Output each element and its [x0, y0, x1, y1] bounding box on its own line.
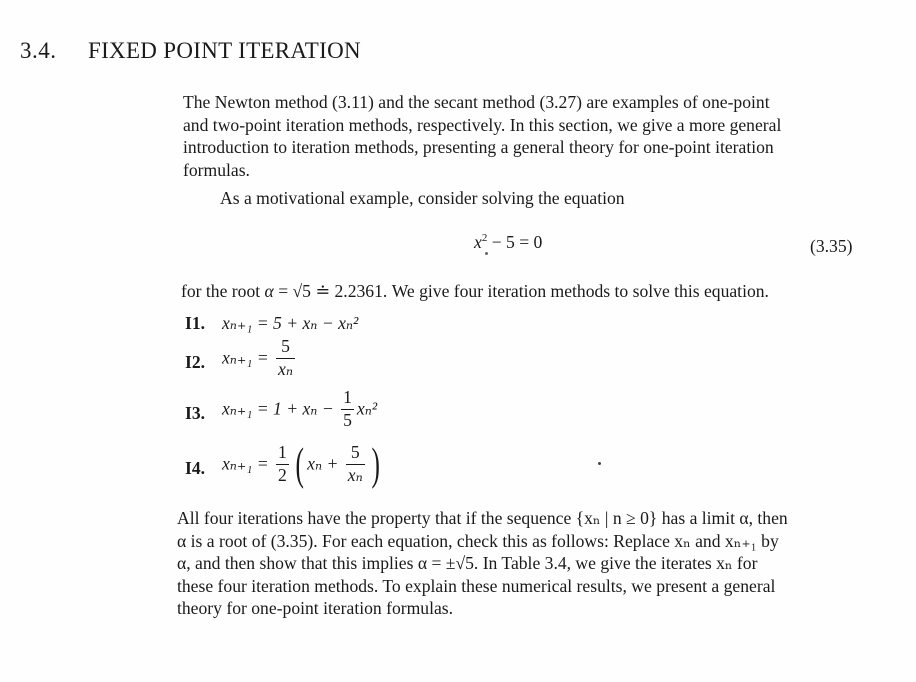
intro-line: and two-point iteration methods, respectively. In this section, we give a more general	[183, 114, 782, 135]
intro-line: introduction to iteration methods, presenting a general theory for one-point iteration	[183, 137, 774, 157]
root-value: = √5 ≐ 2.2361.	[273, 281, 392, 301]
equation-exponent: 2	[481, 232, 488, 245]
alpha-symbol: α	[264, 281, 274, 301]
conclusion-line: α, and then show that this implies α = ±√5. In Table 3.4, we give the iterates xₙ for	[177, 553, 758, 573]
conclusion-line: All four iterations have the property that if the sequence {xₙ | n ≥ 0} has a limit α, then	[177, 508, 788, 528]
fraction-denominator: xₙ	[347, 464, 363, 485]
section-title: FIXED POINT ITERATION	[88, 38, 361, 63]
print-speck	[485, 252, 488, 255]
right-paren: )	[371, 438, 380, 489]
main-equation	[474, 232, 542, 253]
formula-lhs: xₙ₊₁ =	[222, 347, 269, 368]
conclusion-line: these four iteration methods. To explain these numerical results, we present a general	[177, 575, 776, 596]
fraction-denominator: 5	[343, 409, 352, 430]
root-prefix: for the root	[181, 281, 265, 301]
conclusion-line: α is a root of (3.35). For each equation, check this as follows: Replace xₙ and xₙ₊₁ by	[177, 530, 779, 551]
iteration-formula-i2	[222, 338, 298, 378]
conclusion-line: theory for one-point iteration formulas.	[177, 598, 454, 618]
iteration-formula-i4	[222, 438, 383, 489]
root-suffix: We give four iteration methods to solve this equation.	[391, 281, 769, 301]
formula-lhs: xₙ₊₁ =	[222, 453, 269, 474]
formula-tail: xₙ²	[356, 398, 378, 419]
fraction-numerator: 5	[346, 444, 365, 465]
fraction-numerator: 1	[341, 389, 354, 410]
equation-number: (3.35)	[810, 236, 853, 256]
fraction	[276, 338, 295, 378]
equation-variable: x	[474, 232, 482, 252]
iteration-label-i1: I1.	[185, 313, 206, 333]
formula-lhs: xₙ₊₁ = 1 + xₙ −	[222, 398, 334, 419]
fraction	[341, 389, 354, 429]
motivation-text: As a motivational example, consider solving the equation	[220, 188, 625, 208]
section-number: 3.4.	[20, 38, 57, 63]
formula-inner: xₙ +	[307, 453, 339, 474]
iteration-label-i2: I2.	[185, 352, 206, 372]
fraction-denominator: xₙ	[278, 358, 293, 379]
intro-line: The Newton method (3.11) and the secant method (3.27) are examples of one-point	[183, 92, 770, 112]
conclusion-paragraph	[177, 507, 855, 620]
intro-paragraph	[183, 91, 859, 181]
iteration-formula-i1: xₙ₊₁ = 5 + xₙ − xₙ²	[222, 313, 359, 333]
fraction	[276, 441, 289, 485]
equation-rest: − 5 = 0	[487, 232, 543, 252]
root-sentence	[181, 281, 769, 302]
fraction-numerator: 1	[276, 444, 289, 465]
iteration-label-i4: I4.	[185, 458, 206, 478]
fraction-numerator: 5	[276, 338, 295, 359]
fraction-denominator: 2	[278, 464, 287, 485]
fraction	[346, 441, 365, 485]
iteration-formula-i3	[222, 389, 377, 429]
iteration-label-i3: I3.	[185, 403, 206, 423]
left-paren: (	[295, 438, 304, 489]
print-speck	[598, 462, 601, 465]
intro-line: formulas.	[183, 159, 250, 180]
